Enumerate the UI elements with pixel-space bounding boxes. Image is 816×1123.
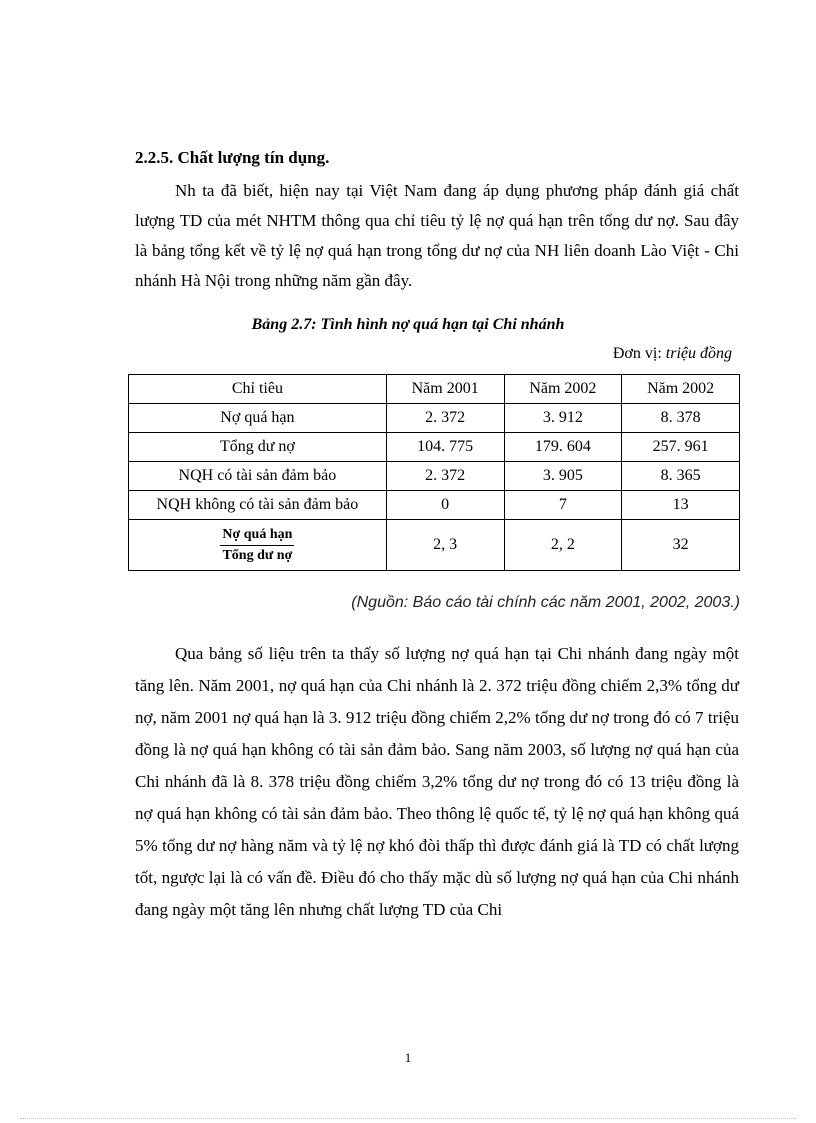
page-number: 1 (404, 1050, 412, 1065)
table-cell: 257. 961 (622, 433, 740, 462)
header-cell: Năm 2002 (622, 375, 740, 404)
section-heading: 2.2.5. Chất lượng tín dụng. (135, 148, 330, 167)
unit-value: triệu đồng (665, 345, 732, 362)
unit-label: Đơn vị: (612, 345, 662, 362)
table-header-row (129, 375, 740, 404)
table-caption: Bảng 2.7: Tình hình nợ quá hạn tại Chi nhánh (251, 316, 565, 333)
table-cell: 8. 378 (622, 404, 740, 433)
ratio-row (129, 520, 740, 571)
table-cell: 3. 912 (504, 404, 622, 433)
analysis-paragraph-text: Qua bảng số liệu trên ta thấy số lượng nợ quá hạn tại Chi nhánh đang ngày một tăng lên. Năm 2001, nợ quá hạn của Chi nhánh là 2. 372 triệu đồng chiếm 2,3% tổng dư nợ, năm 2001 nợ quá hạn là 3. 912 triệu đồng chiếm 2,2% tổng dư nợ trong đó có 7 triệu đồng là nợ quá hạn không có tài sản đảm bảo. Sang năm 2003, số lượng nợ quá hạn của Chi nhánh đã là 8. 378 triệu đồng chiếm 3,2% tổng dư nợ trong đó có 13 triệu đồng là nợ quá hạn không có tài sản đảm bảo. Theo thông lệ quốc tế, tỷ lệ nợ quá hạn không quá 5% tổng dư nợ hàng năm và tỷ lệ nợ khó đòi thấp thì được đánh giá là TD có chất lượng tốt, ngược lại là có vấn đề. Điều đó cho thấy mặc dù số lượng nợ quá hạn của Chi nhánh đang ngày một tăng lên nhưng chất lượng TD của Chi (135, 644, 739, 919)
table-cell: 179. 604 (504, 433, 622, 462)
overdue-debt-table (128, 374, 740, 571)
table-cell: 2, 2 (504, 520, 622, 571)
header-cell: Năm 2001 (386, 375, 504, 404)
header-cell: Năm 2002 (504, 375, 622, 404)
table-cell: 2, 3 (386, 520, 504, 571)
ratio-denominator: Tổng dư nợ (222, 547, 293, 563)
row-label: Nợ quá hạn (129, 404, 387, 433)
unit-note (613, 345, 732, 363)
table-cell: 104. 775 (386, 433, 504, 462)
table-cell: 8. 365 (622, 462, 740, 491)
ratio-fraction (220, 525, 294, 566)
table-cell: 32 (622, 520, 740, 571)
table-row (129, 491, 740, 520)
intro-paragraph (135, 176, 739, 296)
row-label: NQH không có tài sản đảm bảo (129, 491, 387, 520)
table-cell: 2. 372 (386, 404, 504, 433)
table-cell: 7 (504, 491, 622, 520)
header-cell: Chỉ tiêu (129, 375, 387, 404)
analysis-paragraph (135, 638, 739, 926)
table-row (129, 433, 740, 462)
table-cell: 2. 372 (386, 462, 504, 491)
table-cell: 3. 905 (504, 462, 622, 491)
table-source: (Nguồn: Báo cáo tài chính các năm 2001, 2002, 2003.) (351, 594, 740, 611)
intro-paragraph-text: Nh ta đã biết, hiện nay tại Việt Nam đang áp dụng phương pháp đánh giá chất lượng TD của mét NHTM thông qua chỉ tiêu tỷ lệ nợ quá hạn trên tổng dư nợ. Sau đây là bảng tổng kết về tỷ lệ nợ quá hạn trong tổng dư nợ của NH liên doanh Lào Việt - Chi nhánh Hà Nội trong những năm gần đây. (135, 181, 739, 290)
ratio-label (129, 520, 387, 571)
row-label: Tổng dư nợ (129, 433, 387, 462)
ratio-numerator: Nợ quá hạn (220, 525, 294, 546)
row-label: NQH có tài sản đảm bảo (129, 462, 387, 491)
table-row (129, 404, 740, 433)
page-bottom-divider (20, 1118, 796, 1119)
table-cell: 13 (622, 491, 740, 520)
table-cell: 0 (386, 491, 504, 520)
table-row (129, 462, 740, 491)
